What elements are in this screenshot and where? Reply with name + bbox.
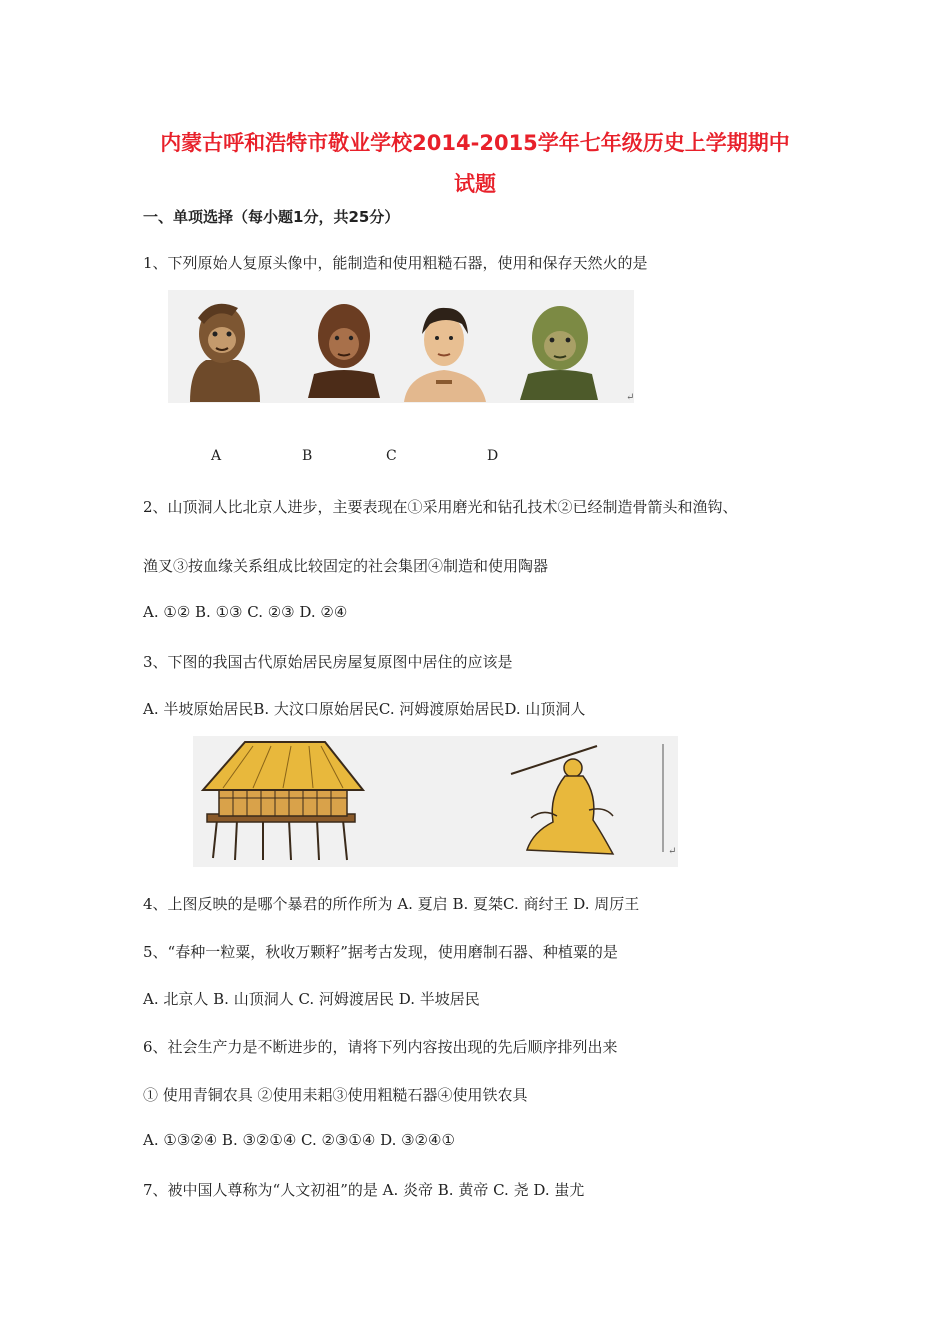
question-6-options: A. ①③②④ B. ③②①④ C. ②③①④ D. ③②④① [143, 1131, 455, 1149]
q1-label-a: A [211, 448, 222, 464]
early-human-heads-illustration [168, 290, 634, 403]
question-4-stem: 4、上图反映的是哪个暴君的所作所为 A. 夏启 B. 夏桀C. 商纣王 D. 周厉王 [143, 895, 640, 913]
question-6-items: ① 使用青铜农具 ②使用耒耜③使用粗糙石器④使用铁农具 [143, 1086, 528, 1104]
question-5-options: A. 北京人 B. 山顶洞人 C. 河姆渡居民 D. 半坡居民 [143, 990, 480, 1008]
head-d-figure [520, 306, 598, 400]
q1-label-d: D [487, 448, 499, 464]
stilt-house-illustration [193, 736, 678, 867]
page-title-line2: 试题 [454, 172, 496, 196]
stilt-house-figure [203, 742, 363, 860]
question-5-stem: 5、“春种一粒粟，秋收万颗籽”据考古发现，使用磨制石器、种植粟的是 [143, 943, 618, 961]
stilt-house-and-figure-image [193, 736, 678, 867]
early-human-heads-image [168, 290, 634, 403]
figure-with-staff [511, 744, 663, 854]
question-3-options: A. 半坡原始居民B. 大汶口原始居民C. 河姆渡原始居民D. 山顶洞人 [143, 700, 586, 718]
question-1-stem: 1、下列原始人复原头像中，能制造和使用粗糙石器，使用和保存天然火的是 [143, 254, 648, 272]
section-heading: 一、单项选择（每小题1分，共25分） [143, 208, 400, 226]
q1-label-c: C [386, 448, 397, 464]
question-2-stem-a: 2、山顶洞人比北京人进步，主要表现在①采用磨光和钻孔技术②已经制造骨箭头和渔钩、 [143, 498, 738, 516]
question-7-stem: 7、被中国人尊称为“人文初祖”的是 A. 炎帝 B. 黄帝 C. 尧 D. 蚩尤 [143, 1181, 585, 1199]
question-6-stem: 6、社会生产力是不断进步的，请将下列内容按出现的先后顺序排列出来 [143, 1038, 618, 1056]
head-a-figure [190, 304, 260, 402]
return-mark-icon: ↵ [626, 392, 635, 403]
question-3-stem: 3、下图的我国古代原始居民房屋复原图中居住的应该是 [143, 653, 513, 671]
return-mark-icon-2: ↵ [668, 846, 677, 857]
question-2-options: A. ①② B. ①③ C. ②③ D. ②④ [143, 603, 348, 621]
head-b-figure [308, 304, 380, 398]
question-2-stem-b: 渔叉③按血缘关系组成比较固定的社会集团④制造和使用陶器 [143, 557, 549, 575]
page-title-line1: 内蒙古呼和浩特市敬业学校2014-2015学年七年级历史上学期期中 [160, 131, 790, 155]
head-c-figure [404, 308, 486, 402]
q1-label-b: B [302, 448, 313, 464]
